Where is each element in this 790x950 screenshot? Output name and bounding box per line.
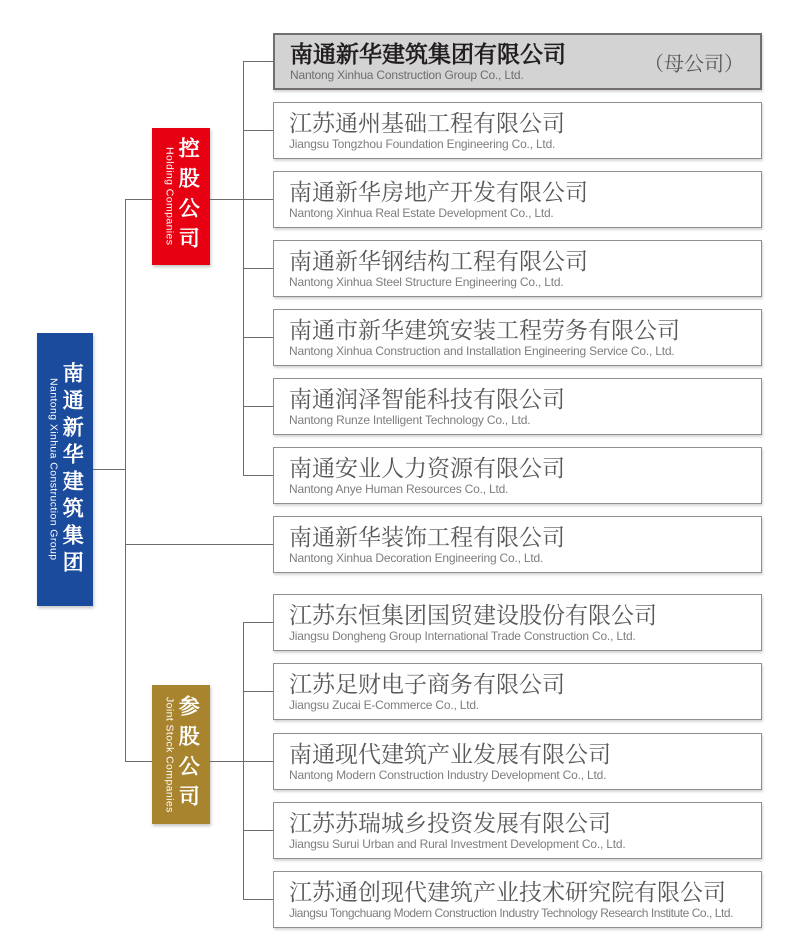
- company-box: [273, 171, 762, 228]
- company-box: [273, 447, 762, 504]
- connector-root-to-trunk: [93, 469, 125, 470]
- company-box: [273, 378, 762, 435]
- company-box: [273, 663, 762, 720]
- company-box: [273, 240, 762, 297]
- company-name-en: Jiangsu Tongchuang Modern Construction Industry Technology Research Institute Co., Ltd.: [289, 905, 734, 920]
- company-box: [273, 309, 762, 366]
- company-name-en: Nantong Modern Construction Industry Development Co., Ltd.: [289, 767, 607, 782]
- holding-label-zh: 控股公司: [176, 136, 200, 257]
- company-box: [273, 733, 762, 790]
- connector-stub: [243, 130, 273, 131]
- company-box: [273, 871, 762, 928]
- company-name-en: Nantong Xinhua Construction and Installation Engineering Service Co., Ltd.: [289, 343, 675, 358]
- group-label-holding: [152, 128, 210, 265]
- company-name-zh: 南通新华建筑集团有限公司: [290, 40, 566, 67]
- company-name-en: Jiangsu Dongheng Group International Trade Construction Co., Ltd.: [289, 628, 636, 643]
- company-box: [273, 102, 762, 159]
- company-name-zh: 江苏足财电子商务有限公司: [289, 670, 565, 697]
- joint-stock-label-en: Joint Stock Companies: [163, 696, 176, 813]
- company-name-en: Nantong Xinhua Decoration Engineering Co., Ltd.: [289, 550, 544, 565]
- company-name-zh: 南通新华钢结构工程有限公司: [289, 247, 588, 274]
- company-name-en: Jiangsu Zucai E-Commerce Co., Ltd.: [289, 697, 479, 712]
- company-name-en: Nantong Anye Human Resources Co., Ltd.: [289, 481, 509, 496]
- connector-main-trunk: [125, 199, 126, 761]
- company-name-en: Jiangsu Tongzhou Foundation Engineering Co., Ltd.: [289, 136, 556, 151]
- company-name-zh: 江苏苏瑞城乡投资发展有限公司: [289, 809, 611, 836]
- root-group-label-zh: 南通新华建筑集团: [60, 361, 84, 578]
- company-name-zh: 南通新华装饰工程有限公司: [289, 523, 565, 550]
- connector-stub: [243, 830, 273, 831]
- joint-stock-label-zh: 参股公司: [176, 694, 200, 815]
- connector-decoration-branch: [125, 544, 273, 545]
- company-name-zh: 江苏东恒集团国贸建设股份有限公司: [289, 601, 657, 628]
- connector-stub: [243, 268, 273, 269]
- connector-joint-trunk: [243, 622, 244, 899]
- company-name-zh: 江苏通州基础工程有限公司: [289, 109, 565, 136]
- group-label-joint-stock: [152, 685, 210, 824]
- company-box: [273, 802, 762, 859]
- company-box: [273, 594, 762, 651]
- company-name-zh: 南通市新华建筑安装工程劳务有限公司: [289, 316, 680, 343]
- connector-stub: [243, 899, 273, 900]
- company-name-en: Nantong Xinhua Real Estate Development Co., Ltd.: [289, 205, 554, 220]
- connector-stub: [243, 691, 273, 692]
- connector-stub: [243, 337, 273, 338]
- company-name-zh: 江苏通创现代建筑产业技术研究院有限公司: [289, 878, 726, 905]
- connector-stub: [243, 622, 273, 623]
- company-name-en: Nantong Xinhua Construction Group Co., Ltd.: [290, 67, 524, 82]
- root-group-box: [37, 333, 93, 606]
- company-name-en: Nantong Runze Intelligent Technology Co., Ltd.: [289, 412, 531, 427]
- holding-label-en: Holding Companies: [163, 147, 176, 246]
- connector-stub: [243, 61, 273, 62]
- root-group-label-en: Nantong Xinhua Construction Group: [47, 378, 60, 561]
- company-name-en: Nantong Xinhua Steel Structure Engineering Co., Ltd.: [289, 274, 564, 289]
- company-box: [273, 516, 762, 573]
- company-box-parent: [273, 33, 762, 90]
- parent-company-note: （母公司）: [644, 53, 744, 75]
- company-name-zh: 南通新华房地产开发有限公司: [289, 178, 588, 205]
- connector-stub: [243, 475, 273, 476]
- connector-stub: [243, 406, 273, 407]
- company-name-zh: 南通润泽智能科技有限公司: [289, 385, 565, 412]
- company-name-en: Jiangsu Surui Urban and Rural Investment Development Co., Ltd.: [289, 836, 626, 851]
- company-name-zh: 南通安业人力资源有限公司: [289, 454, 565, 481]
- company-name-zh: 南通现代建筑产业发展有限公司: [289, 740, 611, 767]
